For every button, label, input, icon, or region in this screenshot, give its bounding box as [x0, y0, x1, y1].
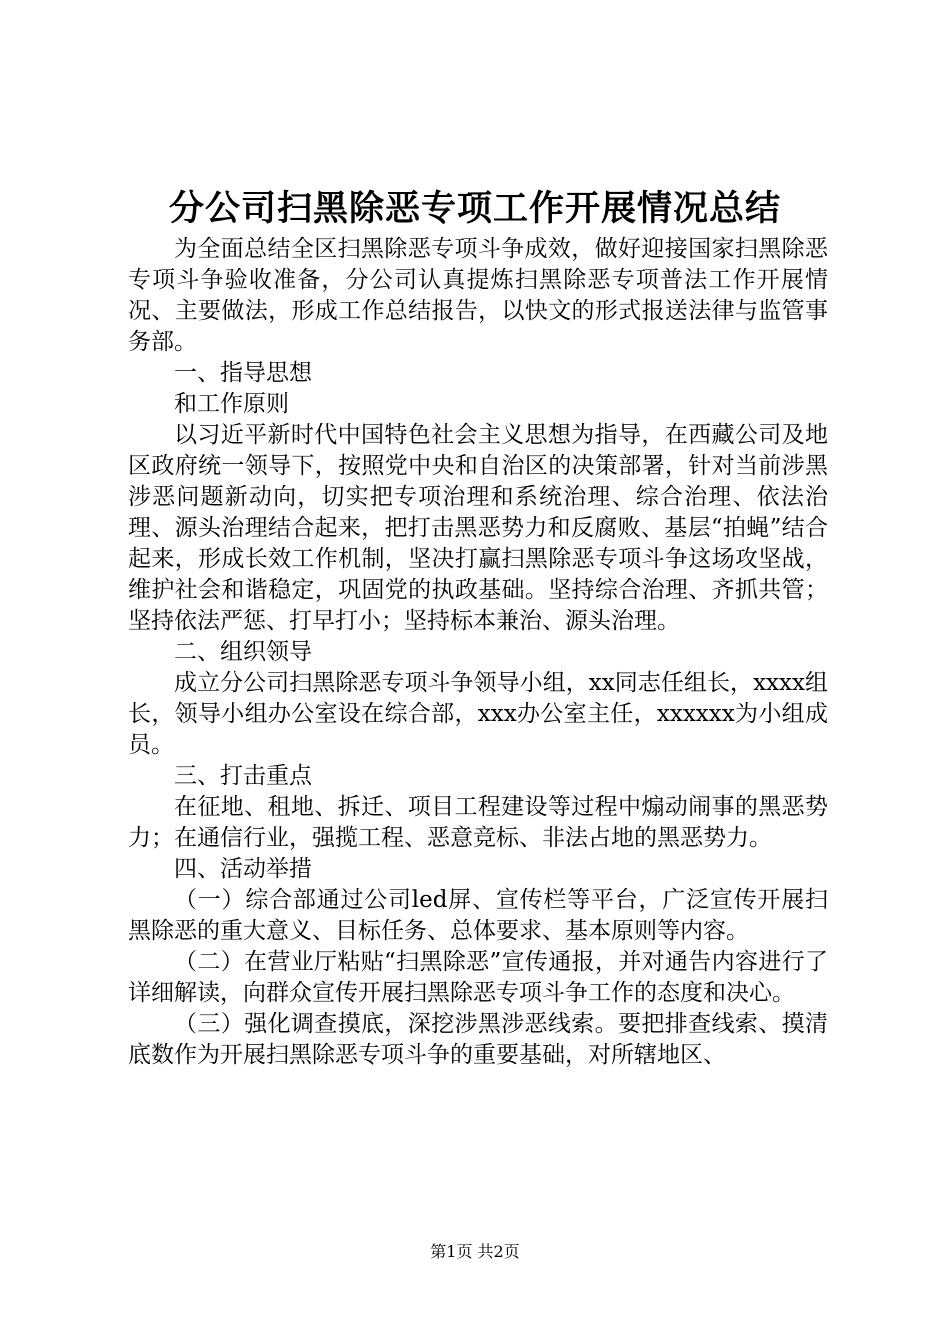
paragraph-key-targets: 在征地、租地、拆迁、项目工程建设等过程中煽动闹事的黑恶势力；在通信行业，强揽工程、恶意竞标、非法占地的黑恶势力。	[128, 794, 828, 851]
paragraph-guiding-ideology: 以习近平新时代中国特色社会主义思想为指导，在西藏公司及地区政府统一领导下，按照党中央和自治区的决策部署，针对当前涉黑涉恶问题新动向，切实把专项治理和系统治理、综合治理、依法治理、源头治理结合起来，把打击黑恶势力和反腐败、基层“拍蝇”结合起来，形成长效工作机制，坚决打赢扫黑除恶专项斗争这场攻坚战，维护社会和谐稳定，巩固党的执政基础。坚持综合治理、齐抓共管；坚持依法严惩、打早打小；坚持标本兼治、源头治理。	[128, 422, 828, 634]
heading-organization: 二、组织领导	[174, 639, 312, 665]
heading-guiding-ideology: 一、指导思想	[174, 360, 312, 386]
paragraph-organization: 成立分公司扫黑除恶专项斗争领导小组，xx同志任组长，xxxx组长，领导小组办公室设在综合部，xxx办公室主任，xxxxxx为小组成员。	[128, 670, 828, 758]
heading-work-principles: 和工作原则	[174, 391, 289, 417]
paragraph-measure-1: （一）综合部通过公司led屏、宣传栏等平台，广泛宣传开展扫黑除恶的重大意义、目标任务、总体要求、基本原则等内容。	[128, 887, 828, 944]
page-number-footer: 第1页 共2页	[430, 1242, 520, 1261]
paragraph-measure-2: （二）在营业厅粘贴“扫黑除恶”宣传通报，并对通告内容进行了详细解读，向群众宣传开展扫黑除恶专项斗争工作的态度和决心。	[128, 949, 828, 1006]
paragraph-intro: 为全面总结全区扫黑除恶专项斗争成效，做好迎接国家扫黑除恶专项斗争验收准备，分公司认真提炼扫黑除恶专项普法工作开展情况、主要做法，形成工作总结报告，以快文的形式报送法律与监管事务部。	[128, 236, 828, 355]
heading-key-targets: 三、打击重点	[174, 763, 312, 789]
paragraph-measure-3: （三）强化调查摸底，深挖涉黑涉恶线索。要把排查线索、摸清底数作为开展扫黑除恶专项斗争的重要基础，对所辖地区、	[128, 1011, 828, 1068]
document-title: 分公司扫黑除恶专项工作开展情况总结	[168, 188, 781, 229]
document-body	[128, 234, 828, 1071]
heading-activity-measures: 四、活动举措	[174, 856, 312, 882]
